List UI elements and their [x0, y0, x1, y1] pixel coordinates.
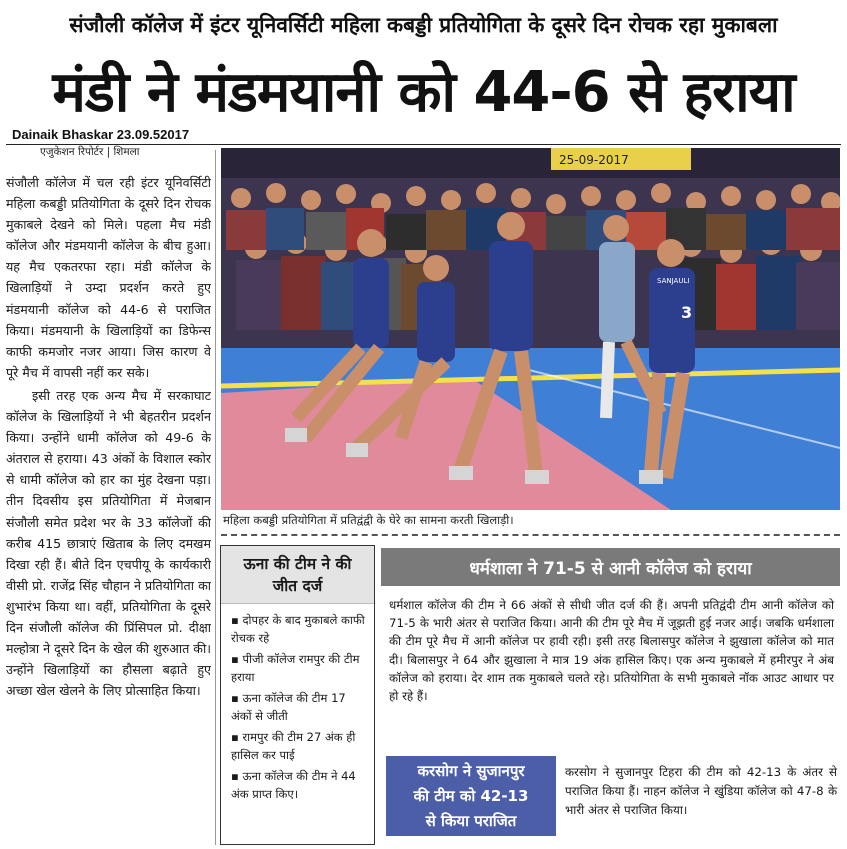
- body-paragraph: इसी तरह एक अन्य मैच में सरकाघाट कॉलेज के खिलाड़ियों ने भी बेहतरीन प्रदर्शन किया। उन्होंने धामी कॉलेज को 49-6 के अंतराल से हराया। 43 अंकों के विशाल स्कोर से धामी कॉलेज को हार का मुंह देखना पड़ा। तीन दिवसीय इस प्रतियोगिता में मेजबान संजौली समेत प्रदेश भर के 33 कॉलेजों की करीब 415 छात्राएं खिताब के लिए दमखम दिखा रही हैं। बीते दिन एचपीयू के कार्यकारी वीसी प्रो. राजेंद्र सिंह चौहान ने प्रतियोगिता का शुभारंभ किया था। वहीं, प्रतियोगिता के दूसरे दिन संजौली कॉलेज की प्रिंसिपल प्रो. दीक्षा मल्होत्रा ने दूसरे दिन के खेल की शुरुआत की। उन्होंने खिलाड़ियों का हौसला बढ़ाते हुए अच्छा खेल खेलने के लिए प्रोत्साहित किया।: [6, 387, 211, 699]
- una-bullet-item: ▪ ऊना कॉलेज की टीम ने 44 अंक प्राप्त किए।: [231, 768, 366, 803]
- karsog-title-line: की टीम को 42-13: [413, 786, 529, 805]
- una-box-title: [221, 546, 374, 604]
- reporter-byline: एजुकेशन रिपोर्टर | शिमला: [40, 146, 140, 158]
- una-title-line: जीत दर्ज: [272, 576, 323, 595]
- column-divider: [215, 150, 216, 845]
- una-bullet-list: [221, 604, 374, 803]
- una-bullet-item: ▪ रामपुर की टीम 27 अंक ही हासिल कर पाई: [231, 729, 366, 764]
- una-bullet-item: ▪ ऊना कॉलेज की टीम 17 अंकों से जीती: [231, 690, 366, 725]
- banner-area: [221, 148, 840, 178]
- jersey-number: 3: [681, 303, 693, 322]
- jersey-text: SANJAULI: [657, 277, 690, 285]
- karsog-title-line: से किया पराजित: [425, 811, 517, 830]
- source-credit: Dainaik Bhaskar 23.09.52017: [12, 127, 190, 142]
- kabaddi-photo-illustration: [221, 148, 840, 510]
- karsog-heading-box: [386, 756, 556, 836]
- una-sidebar-box: [220, 545, 375, 845]
- article-headline: मंडी ने मंडमयानी को 44-6 से हराया: [52, 60, 795, 125]
- banner-date-text: 25-09-2017: [559, 153, 629, 167]
- article-kicker: संजौली कॉलेज में इंटर यूनिवर्सिटी महिला कबड्डी प्रतियोगिता के दूसरे दिन रोचक रहा मुकाबला: [69, 13, 778, 37]
- kabaddi-photo: [221, 148, 840, 510]
- karsog-body: करसोग ने सुजानपुर टिहरा की टीम को 42-13 के अंतर से पराजित किया हैं। नाहन कॉलेज ने खुंडिया कॉलेज को 47-8 के भारी अंतर से पराजित किया।: [565, 765, 837, 817]
- body-paragraph: संजौली कॉलेज में चल रही इंटर यूनिवर्सिटी महिला कबड्डी प्रतियोगिता के दूसरे दिन रोचक मुकाबले देखने को मिले। पहला मैच मंडी कॉलेज और मंडमयानी कॉलेज के बीच हुआ। यह मैच एकतरफा रहा। मंडी कॉलेज के खिलाड़ियों ने उम्दा प्रदर्शन करते हुए मंडमयानी कॉलेज को 44-6 से पराजित किया। मंडमयानी के खिलाड़ियों का डिफेन्स काफी कमजोर नजर आया। जिस कारण वे पूरे मैच में वापसी नहीं कर सके।: [6, 175, 211, 380]
- article-body: [6, 172, 211, 842]
- una-bullet-item: ▪ पीजी कॉलेज रामपुर की टीम हराया: [231, 651, 366, 686]
- karsog-title-line: करसोग ने सुजानपुर: [417, 761, 525, 780]
- dashed-divider: [221, 534, 840, 536]
- una-title-line: ऊना की टीम ने की: [243, 554, 352, 573]
- una-bullet-item: ▪ दोपहर के बाद मुकाबले काफी रोचक रहे: [231, 612, 366, 647]
- dharamshala-heading: धर्मशाला ने 71-5 से आनी कॉलेज को हराया: [381, 548, 840, 586]
- photo-caption: महिला कबड्डी प्रतियोगिता में प्रतिद्वंद्वी के घेरे का सामना करती खिलाड़ी।: [223, 513, 514, 527]
- dharamshala-body: धर्मशाल कॉलेज की टीम ने 66 अंकों से सीधी जीत दर्ज की हैं। अपनी प्रतिद्वंदी टीम आनी कॉलेज को 71-5 के भारी अंतर से पराजित किया। आनी की टीम पूरे मैच में जूझती हुई नजर आई। जबकि धर्मशाला की टीम पूरे मैच में आनी कॉलेज पर हावी रही। इसी तरह बिलासपुर कॉलेज ने झुखाला कॉलेज को मात दी। बिलासपुर ने 64 और झुखाला ने मात्र 19 अंक हासिल किए। एक अन्य मुकाबले में हमीरपुर ने अंब कॉलेज को हराया। देर शाम तक मुकाबले चलते रहे। प्रतियोगिता के सभी मुकाबले नॉक आउट आधार पर हो रहे हैं।: [389, 598, 834, 704]
